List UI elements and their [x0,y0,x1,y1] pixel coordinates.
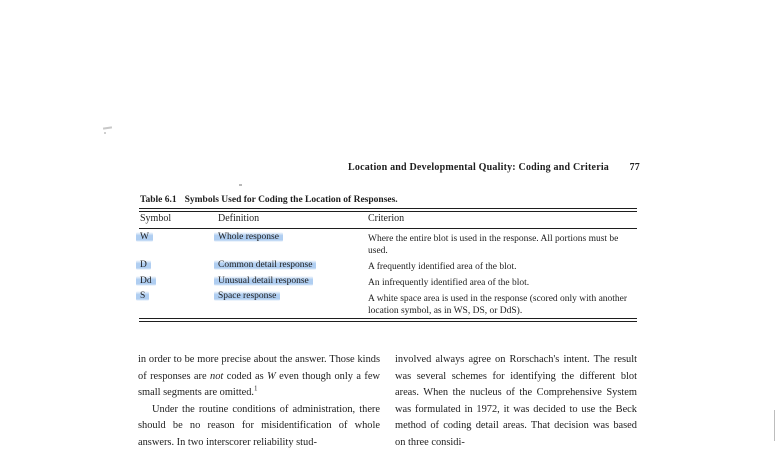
table-header-criterion: Criterion [368,213,640,224]
table-row-symbol [140,232,153,244]
table-row-symbol [140,291,149,303]
table-row-definition [218,276,313,288]
highlighted-definition: Space response [214,291,280,301]
scan-artifact [103,126,112,129]
table-caption-text: Symbols Used for Coding the Location of Responses. [185,195,398,205]
body-text-italic: not [210,371,223,382]
body-text: in order to be more precise about the answer. Those kinds of responses are [138,354,380,382]
table-row-definition [218,232,283,244]
highlighted-symbol: D [136,260,151,270]
table-header-definition: Definition [218,213,259,224]
body-paragraph [138,352,380,402]
footnote-marker: 1 [254,385,258,393]
table-bottom-rule [139,318,637,319]
table-bottom-rule-inner [139,321,637,322]
highlighted-symbol: S [136,291,149,301]
table-top-rule [139,208,637,209]
body-text: coded as [223,371,267,382]
page-edge [774,410,775,441]
highlighted-definition: Common detail response [214,260,316,270]
highlighted-definition: Whole response [214,232,283,242]
table-row-definition [218,291,280,303]
table-caption-number: Table 6.1 [140,195,177,205]
table-caption [140,195,398,205]
table-row-criterion: A white space area is used in the response (scored only with another location symbol, as in WS, DS, or DdS). [368,294,640,317]
table-top-rule-inner [139,211,637,212]
body-column-left [138,352,380,451]
highlighted-symbol: W [136,232,153,242]
body-text-italic: W [267,371,276,382]
table-row-symbol [140,260,151,272]
table-header-rule [139,228,637,229]
table-row-definition [218,260,316,272]
running-head-title: Location and Developmental Quality: Coding and Criteria [348,162,609,173]
page-number: 77 [630,162,640,173]
highlighted-symbol: Dd [136,276,156,286]
body-paragraph: Under the routine conditions of administration, there should be no reason for misidentification of whole answers. In two interscorer reliability stud- [138,402,380,451]
highlighted-definition: Unusual detail response [214,276,313,286]
scan-artifact [104,132,106,134]
table-row-criterion: A frequently identified area of the blot. [368,262,640,274]
table-row-symbol [140,276,156,288]
table-header-symbol: Symbol [140,213,171,224]
body-column-right [395,352,637,451]
body-paragraph: involved always agree on Rorschach's intent. The result was several schemes for identifying the different blot areas. When the nucleus of the Comprehensive System was formulated in 1972, it was decided to use the Beck method of coding detail areas. That decision was based on three considi- [395,352,637,451]
table-row-criterion: An infrequently identified area of the blot. [368,278,640,290]
table-row-criterion: Where the entire blot is used in the response. All portions must be used. [368,234,640,257]
scan-artifact [239,184,242,186]
body-text: even though only a few small segments are omitted. [138,371,380,399]
